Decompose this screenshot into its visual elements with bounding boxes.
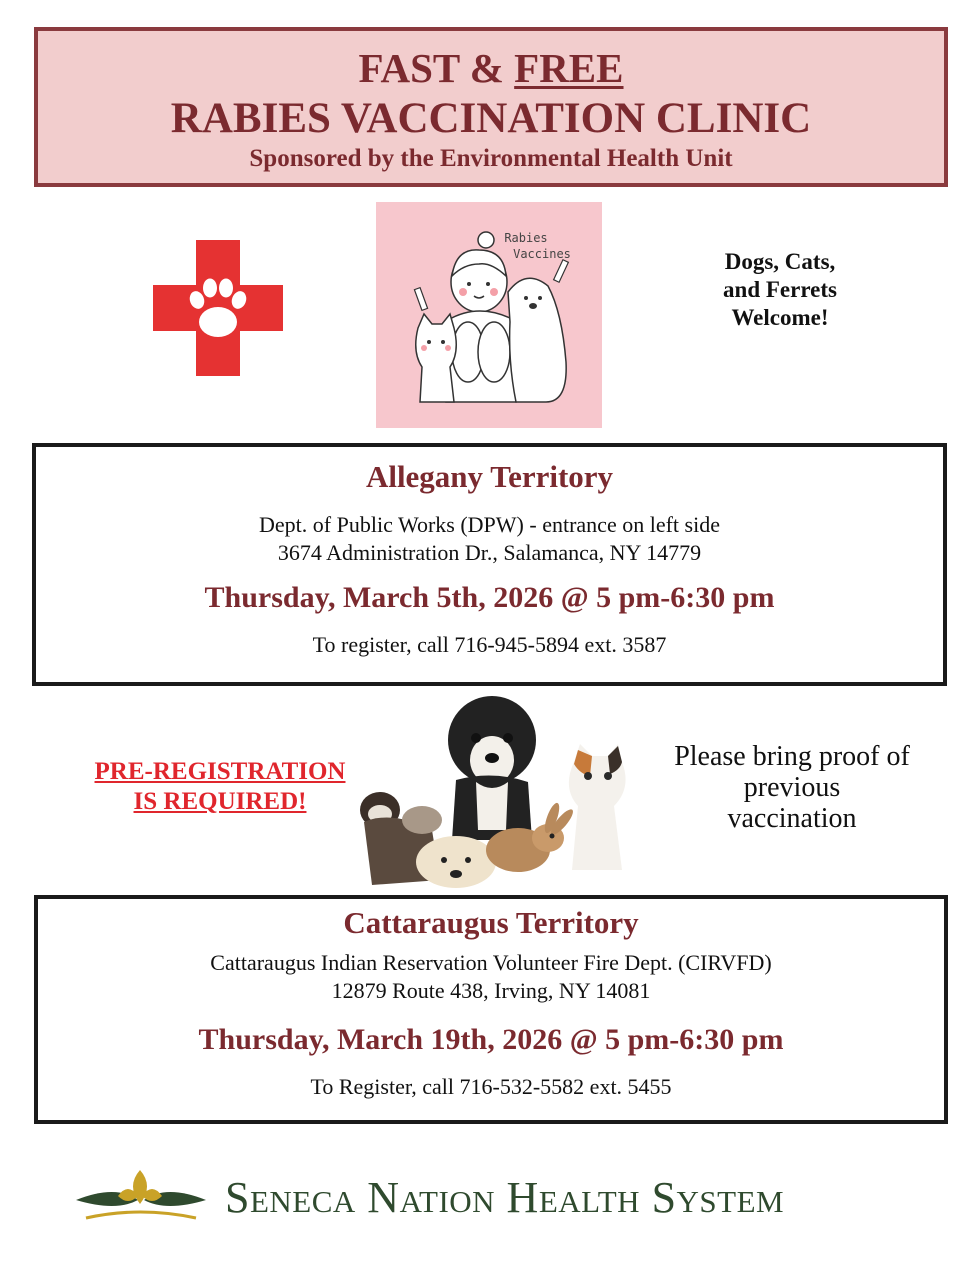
proof-line3: vaccination <box>727 803 857 834</box>
proof-line2: previous <box>743 772 841 803</box>
prereg-line2: IS REQUIRED! <box>133 788 307 815</box>
location-address-line2: 12879 Route 438, Irving, NY 14081 <box>331 978 651 1003</box>
location-register: To Register, call 716-532-5582 ext. 5455 <box>310 1074 672 1099</box>
location-box-allegany <box>32 443 947 686</box>
proof-of-vaccination-note <box>650 741 934 834</box>
svg-text:Vaccines: Vaccines <box>513 247 571 261</box>
header-subtitle: Sponsored by the Environmental Health Unit <box>249 145 733 172</box>
svg-text:Rabies: Rabies <box>504 231 548 245</box>
location-box-cattaraugus <box>34 895 948 1124</box>
location-name: Allegany Territory <box>365 459 614 494</box>
location-register: To register, call 716-945-5894 ext. 3587 <box>312 632 667 657</box>
location-address-line1: Cattaraugus Indian Reservation Volunteer Fire Dept. (CIRVFD) <box>210 950 772 975</box>
paw-cross-icon <box>153 240 283 376</box>
location-name: Cattaraugus Territory <box>343 905 639 940</box>
location-address-line2: 3674 Administration Dr., Salamanca, NY 14779 <box>277 540 702 565</box>
location-address-line1: Dept. of Public Works (DPW) - entrance on left side <box>259 512 720 537</box>
seneca-leaf-logo <box>76 1166 206 1226</box>
header-title-line2: RABIES VACCINATION CLINIC <box>170 95 812 142</box>
rabies-vaccine-illustration <box>376 202 602 428</box>
free-emphasis: FREE <box>514 45 624 91</box>
proof-line1: Please bring proof of <box>674 741 910 772</box>
preregistration-notice <box>70 757 370 817</box>
header-title-line1: FAST & FREE <box>358 45 624 91</box>
welcome-line2: and Ferrets <box>723 277 837 302</box>
welcome-line3: Welcome! <box>731 305 829 330</box>
location-date: Thursday, March 5th, 2026 @ 5 pm-6:30 pm <box>204 581 775 614</box>
pets-photo <box>352 690 642 890</box>
welcome-line1: Dogs, Cats, <box>724 249 836 274</box>
welcome-note <box>690 248 870 332</box>
prereg-line1: PRE-REGISTRATION <box>94 758 346 785</box>
location-date: Thursday, March 19th, 2026 @ 5 pm-6:30 pm <box>198 1023 784 1056</box>
header-banner <box>34 27 948 187</box>
org-name: Seneca Nation Health System <box>225 1173 785 1222</box>
